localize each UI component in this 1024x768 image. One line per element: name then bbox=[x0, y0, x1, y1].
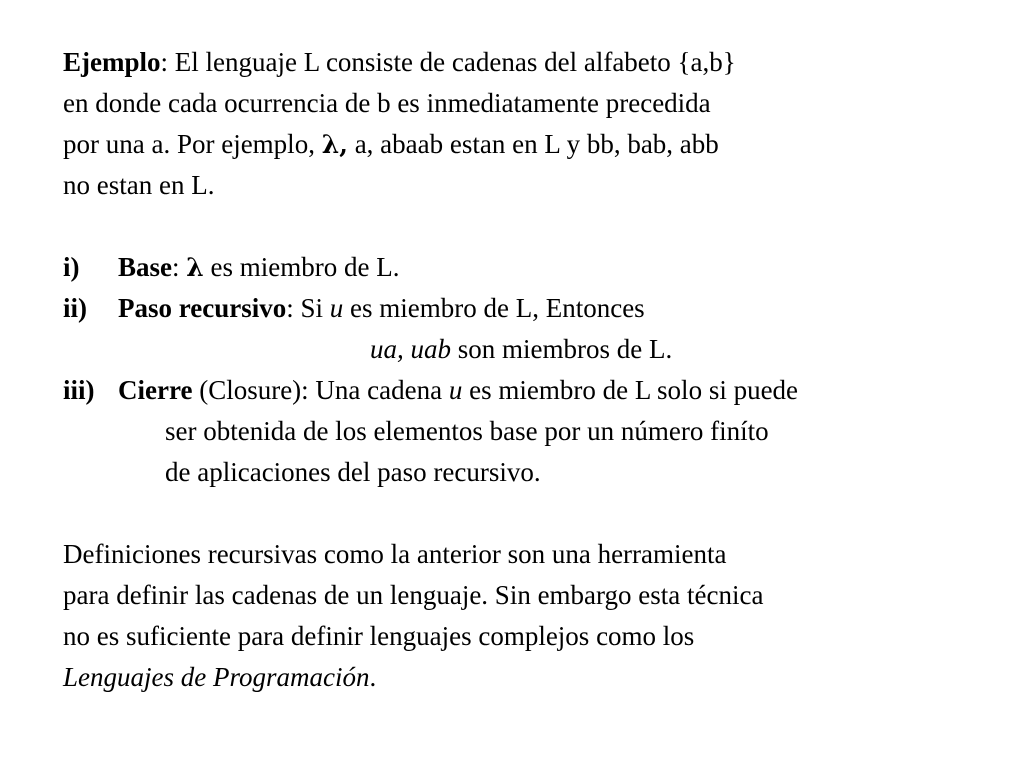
example-line-1 bbox=[63, 45, 736, 79]
rule-recursive-step bbox=[63, 291, 645, 325]
example-line-2: en donde cada ocurrencia de b es inmediatamente precedida bbox=[63, 88, 711, 118]
variable-u: u bbox=[329, 293, 344, 323]
lambda-symbol: λ bbox=[186, 253, 204, 282]
conclusion-line-1: Definiciones recursivas como la anterior son una herramienta bbox=[63, 539, 727, 569]
rule-text-start: : Si bbox=[286, 293, 330, 323]
rule-text-start: (Closure): Una cadena bbox=[192, 375, 449, 405]
rule-number: iii) bbox=[63, 375, 95, 405]
example-line-3-start: por una a. Por ejemplo, bbox=[63, 129, 322, 159]
rule-number: i) bbox=[63, 252, 80, 282]
example-line-4: no estan en L. bbox=[63, 170, 215, 200]
rule-number: ii) bbox=[63, 293, 87, 323]
variables-ua-uab: ua, uab bbox=[370, 334, 451, 364]
rule-base bbox=[63, 250, 400, 284]
example-label: Ejemplo bbox=[63, 47, 161, 77]
example-line-3-end: a, abaab estan en L y bb, bab, abb bbox=[347, 129, 719, 159]
rule-closure-continuation-2: de aplicaciones del paso recursivo. bbox=[165, 457, 541, 487]
conclusion-line-3: no es suficiente para definir lenguajes complejos como los bbox=[63, 621, 695, 651]
rule-recursive-step-continuation bbox=[370, 332, 672, 366]
rule-separator: : bbox=[172, 252, 187, 282]
rule-text-end: es miembro de L, Entonces bbox=[343, 293, 645, 323]
lambda-symbol: λ, bbox=[321, 130, 348, 159]
continuation-text: son miembros de L. bbox=[451, 334, 673, 364]
rule-closure bbox=[63, 373, 798, 407]
programming-languages-term: Lenguajes de Programación bbox=[63, 662, 370, 692]
conclusion-period: . bbox=[369, 662, 377, 692]
conclusion-line-2: para definir las cadenas de un lenguaje. Sin embargo esta técnica bbox=[63, 580, 764, 610]
example-line-1-text: : El lenguaje L consiste de cadenas del alfabeto {a,b} bbox=[160, 47, 736, 77]
rule-text-end: es miembro de L solo si puede bbox=[462, 375, 799, 405]
rule-text: es miembro de L. bbox=[203, 252, 400, 282]
rule-title: Cierre bbox=[118, 375, 193, 405]
variable-u: u bbox=[448, 375, 463, 405]
rule-closure-continuation-1: ser obtenida de los elementos base por un número finíto bbox=[165, 416, 769, 446]
rule-title: Base bbox=[118, 252, 172, 282]
example-line-3 bbox=[63, 127, 719, 161]
rule-title: Paso recursivo bbox=[118, 293, 287, 323]
conclusion-line-4 bbox=[63, 660, 376, 694]
